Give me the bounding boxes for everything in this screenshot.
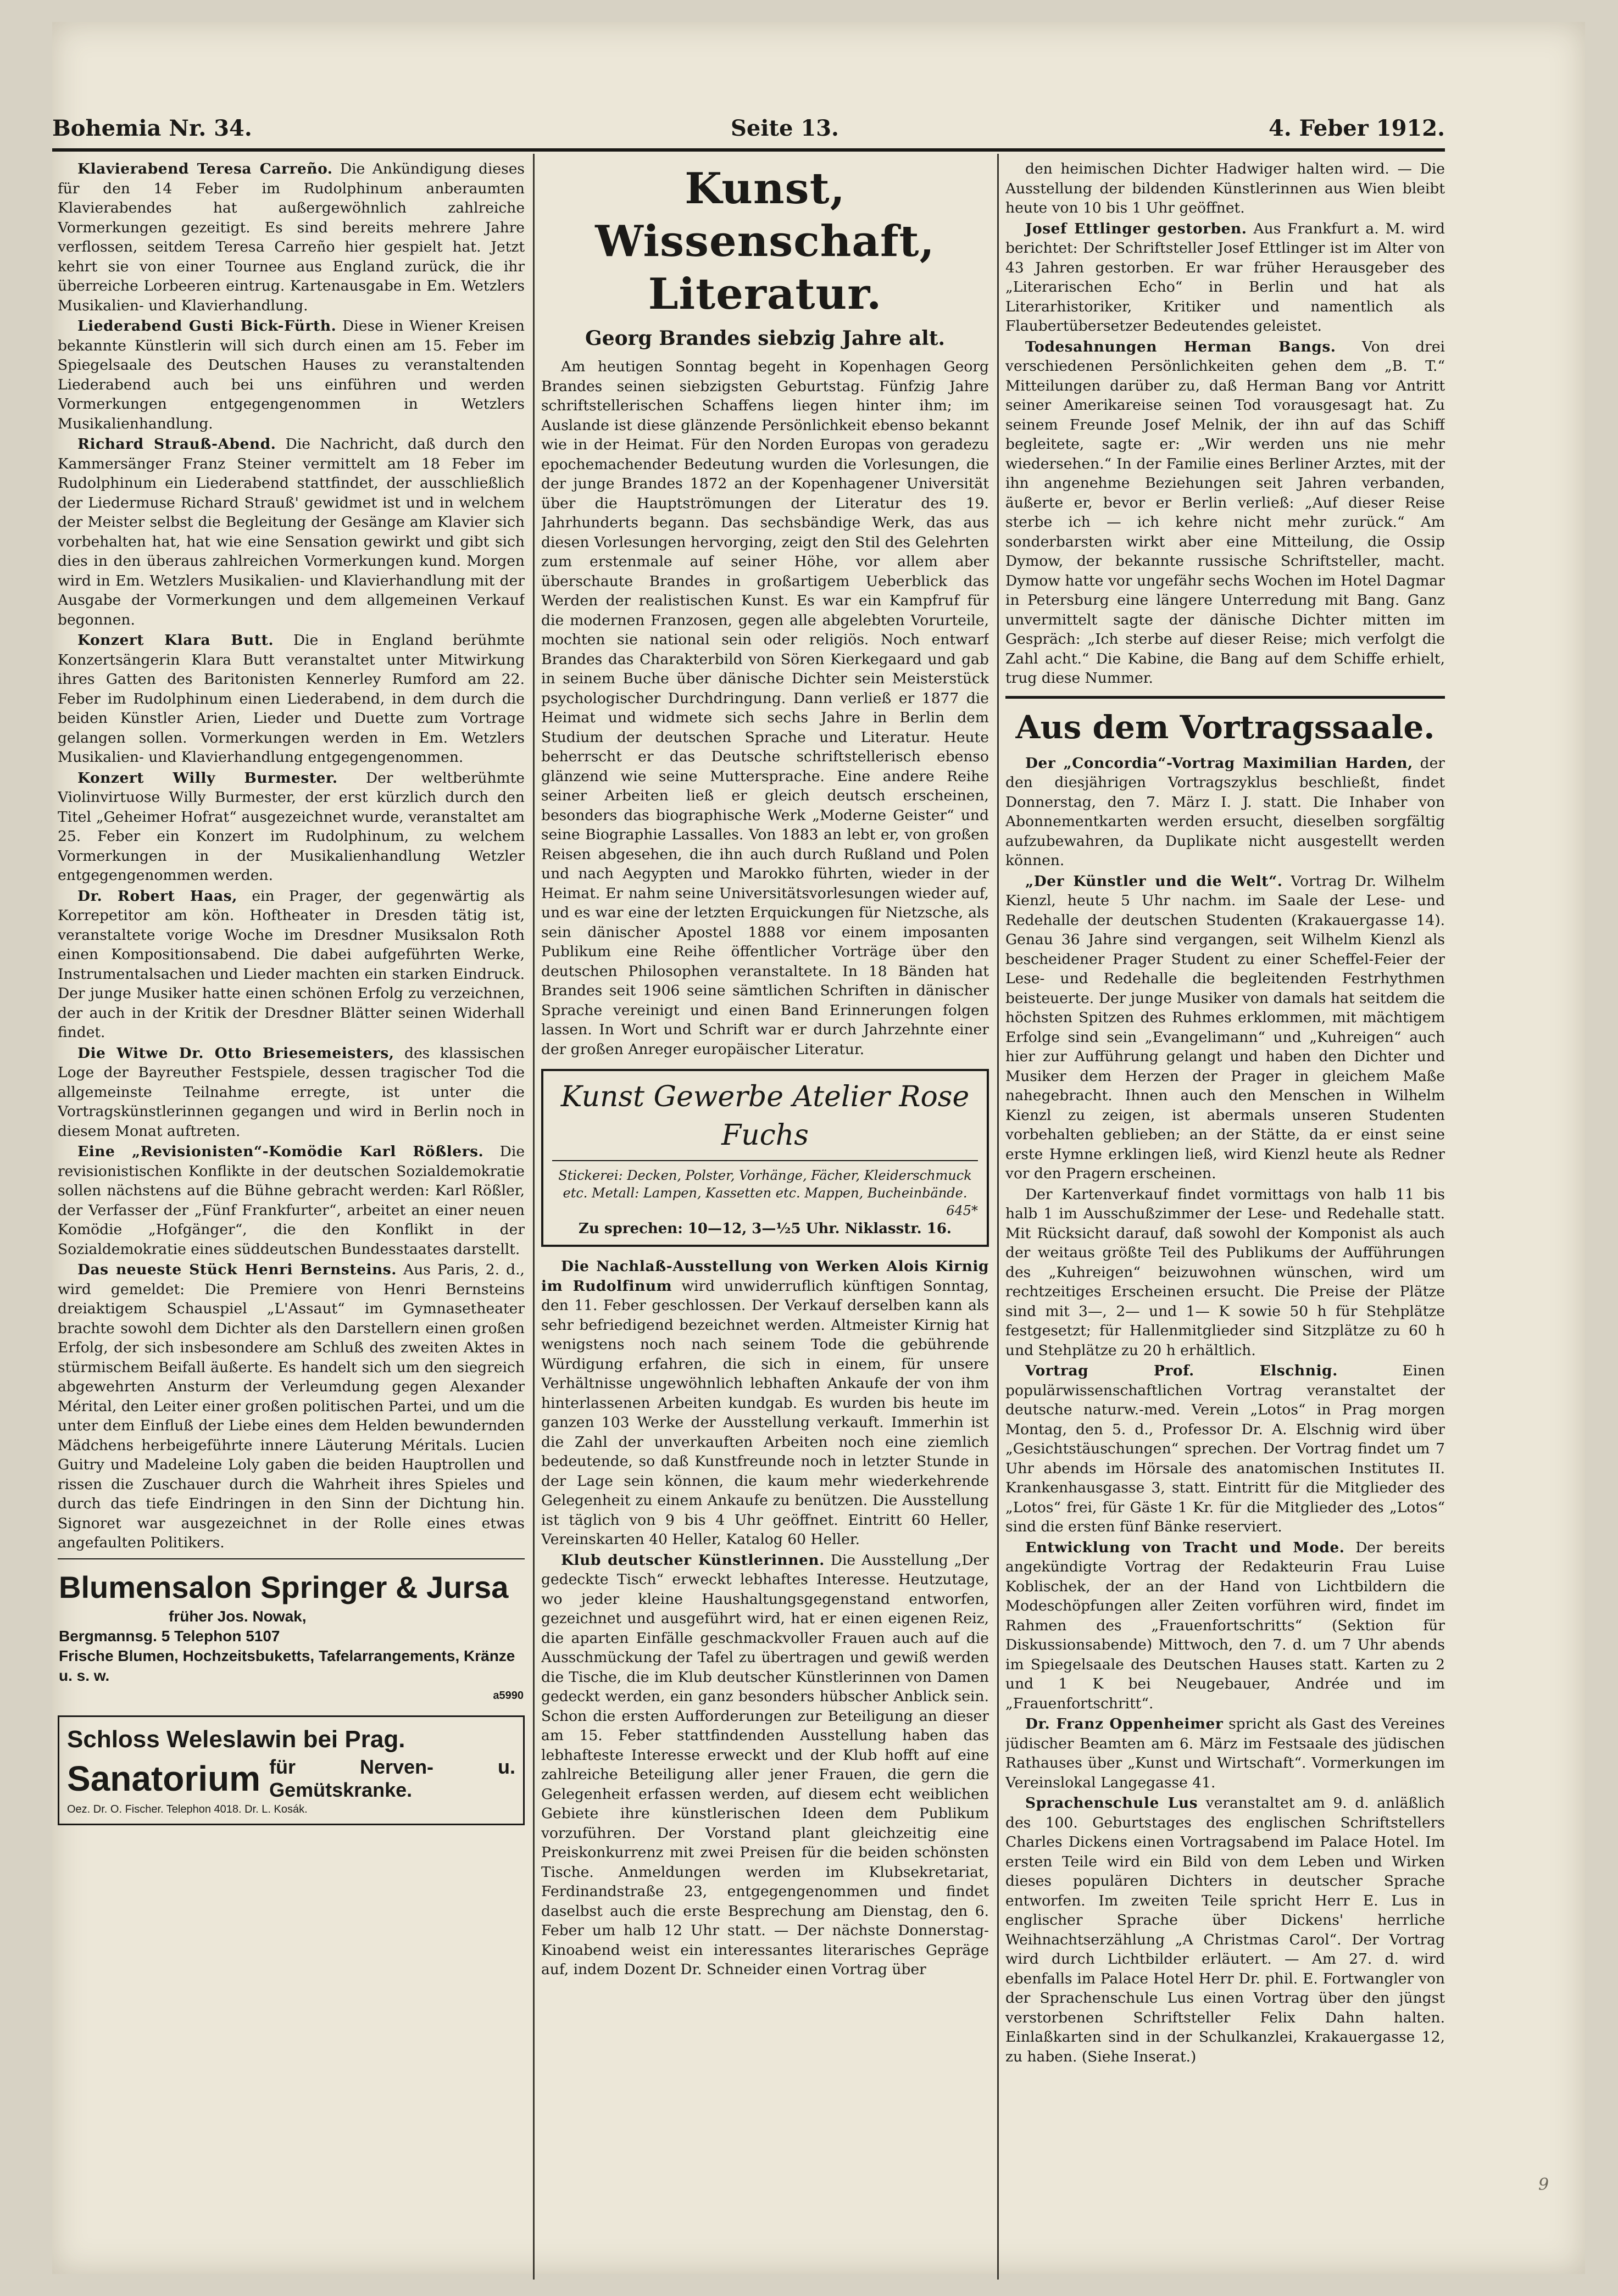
article-headline: Dr. Robert Haas, <box>77 887 237 905</box>
article-paragraph <box>1005 754 1445 871</box>
article-paragraph <box>1005 337 1445 688</box>
ad-blumensalon <box>58 1565 525 1709</box>
article-paragraph <box>58 631 525 767</box>
article-text: der den diesjährigen Vortragszyklus beschließt, findet Donnerstag, den 7. März I. J. statt. Die Inhaber von Abonnementkarten werden ersucht, dieselben sorgfältig aufzubewahren, da Duplikate nicht ausgestellt werden können. <box>1005 754 1445 869</box>
column-right-lecture-notices <box>1005 754 1445 2067</box>
article-paragraph <box>58 1142 525 1259</box>
article-paragraph <box>1005 159 1445 218</box>
article-headline: Sprachenschule Lus <box>1025 1795 1198 1812</box>
header-date: 4. Feber 1912. <box>1268 115 1445 141</box>
ad-headline: Sanatorium <box>67 1758 261 1798</box>
article-headline: Die Nachlaß-Ausstellung von Werken Alois Kirnig im Rudolfinum <box>541 1258 989 1295</box>
column-middle <box>541 159 989 2285</box>
article-text: Aus Frankfurt a. M. wird berichtet: Der Schriftsteller Josef Ettlinger ist im Alter von 43 Jahren gestorben. Er war früher Herausgeber des „Literarischen Echo“ in Berlin und hat als Literarhistoriker, Kritiker und namentlich als Flaubertübersetzer Bedeutendes geleistet. <box>1005 220 1445 335</box>
ad-line: Stickerei: Decken, Polster, Vorhänge, Fächer, Kleiderschmuck etc. Metall: Lampen, Kassetten etc. Mappen, Bucheinbände. <box>558 1168 972 1201</box>
ad-code: a5990 <box>493 1689 524 1702</box>
article-paragraph <box>58 159 525 315</box>
article-headline: Klub deutscher Künstlerinnen. <box>561 1551 825 1569</box>
ad-line: Zu sprechen: 10—12, 3—½5 Uhr. Niklasstr. 16. <box>579 1221 952 1237</box>
article-paragraph <box>1005 1361 1445 1537</box>
article-headline: Liederabend Gusti Bick-Fürth. <box>77 317 337 335</box>
article-paragraph <box>1005 1714 1445 1792</box>
article-headline: Das neueste Stück Henri Bernsteins. <box>77 1261 397 1278</box>
ad-footer: Oez. Dr. O. Fischer. Telephon 4018. Dr. L. Kosák. <box>67 1803 308 1815</box>
ad-line: früher Jos. Nowak, <box>169 1607 307 1625</box>
ad-code: 645* <box>946 1203 978 1218</box>
article-headline: Todesahnungen Herman Bangs. <box>1025 338 1336 355</box>
rule <box>58 1558 525 1559</box>
column-divider <box>997 154 999 2280</box>
ad-line: Frische Blumen, Hochzeitsbuketts, Tafelarrangements, Kränze u. s. w. <box>59 1647 515 1684</box>
article-text: ein Prager, der gegenwärtig als Korrepetitor am kön. Hoftheater in Dresden tätig ist, veranstaltete vorige Woche im Dresdner Musiksalon Roth einen Kompositionsabend. Die dabei aufgeführten Werke, Instrumentalsachen und Lieder machten ein starken Eindruck. Der junge Musiker hatte einen schönen Erfolg zu verzeichnen, der auch in der Kritik der Dresdner Blätter seinen Widerhall findet. <box>58 887 525 1041</box>
article-paragraph <box>1005 1185 1445 1361</box>
ad-subline: für Nerven- u. Gemütskranke. <box>269 1755 515 1801</box>
article-text: Der weltberühmte Violinvirtuose Willy Burmester, der erst kürzlich durch den Titel „Geheimer Hofrat“ ausgezeichnet wurde, veranstaltet am 25. Feber ein Konzert im Rudolphinum, zu welchem Vormerkungen in der Musikalienhandlung Wetzler entgegengenommen werden. <box>58 769 525 884</box>
page-mark: 9 <box>1538 2175 1549 2194</box>
section-masthead: Kunst, Wissenschaft, Literatur. <box>595 164 935 319</box>
article-body: Am heutigen Sonntag begeht in Kopenhagen Georg Brandes seinen siebzigsten Geburtstag. Fünfzig Jahre schriftstellerischen Schaffens liegen hinter ihm; im Auslande ist diese glänzende Persönlichkeit ebenso bekannt wie in der Heimat. Für den Norden Europas von geradezu epochemachender Bedeutung wurden die Vorlesungen, die der junge Brandes 1872 an der Kopenhagener Universität über die Hauptströmungen der Literatur des 19. Jahrhunderts begann. Das sechsbändige Werk, das aus diesen Vorlesungen hervorging, zeigt den Stil des Gelehrten zum erstenmale auf seiner Höhe, vor allem aber überschaute Brandes in großartigem Ueberblick das Werden der realistischen Kunst. Es war ein Kampfruf für die modernen Franzosen, gegen alle abgelebten Vorurteile, mochten sie national sein oder religiös. Noch entwarf Brandes das Charakterbild von Sören Kierkegaard und gab in seinem Buche über dänische Dichter sein Meisterstück psychologischer Durchdringung. Dann verließ er 1877 die Heimat und widmete sich sechs Jahre in Berlin dem Studium der deutschen Sprache und Literatur. Heute beherrscht er das Deutsche schriftstellerisch ebenso glänzend wie seine Muttersprache. Eine andere Reihe seiner Arbeiten ließ er gleich deutsch erscheinen, besonders das biographische Werk „Moderne Geister“ und seine Biographie Lassalles. Von 1883 an lebt er, von großen Reisen abgesehen, die ihn auch durch Rußland und Polen und nach Aegypten und Marokko führten, wieder in der Heimat. Er nahm seine Universitätsvorlesungen wieder auf, und es war eine der letzten Erquickungen für Nietzsche, als sein dänischer Apostel 1888 vor einem imposanten Publikum eine Reihe öffentlicher Vorträge über den deutschen Philosophen veranstaltete. In 18 Bänden hat Brandes seit 1906 seine sämtlichen Schriften in dänischer Sprache vereinigt und einen Band Erinnerungen folgen lassen. In Wort und Schrift war er durch Jahrzehnte einer der großen Anreger europäischer Literatur. <box>541 358 989 1058</box>
ad-atelier-rose-fuchs <box>541 1069 989 1247</box>
column-middle-articles <box>541 1257 989 1980</box>
article-headline: Der „Concordia“-Vortrag Maximilian Harden, <box>1025 754 1413 772</box>
article-title: Georg Brandes siebzig Jahre alt. <box>585 327 946 350</box>
ad-logo-script: Kunst Gewerbe Atelier Rose Fuchs <box>560 1080 970 1152</box>
article-paragraph <box>541 1257 989 1550</box>
article-headline: Dr. Franz Oppenheimer <box>1025 1715 1224 1732</box>
header-issue: Bohemia Nr. 34. <box>52 115 252 141</box>
article-text: Aus Paris, 2. d., wird gemeldet: Die Premiere von Henri Bernsteins dreiaktigem Schauspiel „L'Assaut“ im Gymnasetheater brachte sowohl dem Dichter als den Darstellern einen großen Erfolg, der sich insbesondere am Schluß des zweiten Aktes in stürmischem Beifall äußerte. Es handelt sich um den siegreich abgewehrten Ansturm der Verleumdung gegen Alexander Mérital, den Leiter einer großen politischen Partei, und um die unter dem Einfluß der Liebe eines dem Helden bewundernden Mädchens herbeigeführte innere Läuterung Méritals. Lucien Guitry und Madeleine Loly gaben die beiden Hauptrollen und rissen die Zuschauer durch die Wahrheit ihres Spieles und durch das tiefe Eindringen in den Sinn der Dichtung hin. Signoret war ausgezeichnet in der Rolle eines etwas angefaulten Politikers. <box>58 1261 525 1551</box>
article-text: Diese in Wiener Kreisen bekannte Künstlerin will sich durch einen am 15. Feber im Spiegelsaale des Deutschen Hauses zu veranstaltenden Liederabend auch bei uns einführen und werden Vormerkungen entgegengenommen in Wetzlers Musikalienhandlung. <box>58 317 525 432</box>
article-headline: Eine „Revisionisten“-Komödie Karl Rößlers. <box>77 1143 484 1160</box>
article-paragraph <box>58 887 525 1043</box>
article-paragraph <box>58 768 525 885</box>
article-paragraph <box>58 316 525 433</box>
article-headline: Konzert Klara Butt. <box>77 632 274 649</box>
article-headline: Konzert Willy Burmester. <box>77 769 338 787</box>
ad-sanatorium <box>58 1715 525 1825</box>
header-rule <box>52 148 1445 152</box>
article-text: Der bereits angekündigte Vortrag der Redakteurin Frau Luise Koblischek, der an der Hand von Lichtbildern die Modeschöpfungen aller Zeiten vorführen wird, findet im Rahmen des „Frauenfortschritts“ (Sektion für Diskussionsabende) Mittwoch, den 7. d. um 7 Uhr abends im Spiegelsaale des Deutschen Hauses statt. Karten zu 2 und 1 K bei Neugebauer, Andrée und im „Frauenfortschritt“. <box>1005 1539 1445 1712</box>
article-text: Die Nachricht, daß durch den Kammersänger Franz Steiner vermittelt am 18 Feber im Rudolphinum ein Liederabend stattfindet, der ausschließlich der Liedermuse Richard Strauß' gewidmet ist und in welchem der Meister selbst die Begleitung der Gesänge am Klavier sich vorbehalten hat, hat wie eine Sensation gewirkt und gibt sich dies in den überaus zahlreichen Vormerkungen kund. Morgen wird in Em. Wetzlers Musikalien- und Klavierhandlung mit der Ausgabe der Vormerkungen und dem allgemeinen Verkauf begonnen. <box>58 436 525 628</box>
section-heading: Aus dem Vortragssaale. <box>1015 708 1435 746</box>
article-headline: Josef Ettlinger gestorben. <box>1025 220 1247 237</box>
column-divider <box>533 154 535 2280</box>
article-text: Die Ankündigung dieses für den 14 Feber im Rudolphinum anberaumten Klavierabendes hat außergewöhnlich zahlreiche Vormerkungen gezeitigt. Es sind bereits mehrere Jahre verflossen, seitdem Teresa Carreño hier gespielt hat. Jetzt kehrt sie von einer Tournee aus England zurück, die ihr überreiche Lorbeeren eintrug. Kartenausgabe in Em. Wetzlers Musikalien- und Klavierhandlung. <box>58 160 525 314</box>
ad-line: Bergmannsg. 5 Telephon 5107 <box>59 1627 280 1645</box>
article-paragraph <box>58 1260 525 1553</box>
article-paragraph <box>1005 872 1445 1184</box>
article-text: Einen populärwissenschaftlichen Vortrag veranstaltet der deutsche naturw.-med. Verein „Lotos“ in Prag morgen Montag, den 5. d., Professor Dr. A. Elschnig wird über „Gesichtstäuschungen“ sprechen. Der Vortrag findet um 7 Uhr abends im Hörsale des anatomischen Institutes II. Krankenhausgasse 3, statt. Eintritt für die Mitglieder des „Lotos“ frei, für Gäste 1 Kr. für die Mitglieder des „Lotos“ sind die ersten fünf Bänke reserviert. <box>1005 1362 1445 1535</box>
article-paragraph <box>1005 1538 1445 1714</box>
article-text: den heimischen Dichter Hadwiger halten wird. — Die Ausstellung der bildenden Künstlerinnen aus Wien bleibt heute von 10 bis 1 Uhr geöffnet. <box>1005 160 1445 216</box>
column-left-articles <box>58 159 525 1553</box>
article-text: Von drei verschiedenen Persönlichkeiten gehen dem „B. T.“ Mitteilungen darüber zu, daß Herman Bang vor Antritt seiner Amerikareise seinen Tod vorausgesagt hat. Zu seinem Freunde Josef Melnik, der ihn auf das Schiff begleitete, sagte er: „Wir werden uns nie mehr wiedersehen.“ In der Familie eines Berliner Arztes, mit der ihn angenehme Beziehungen seit Jahren verbanden, äußerte er, bevor er Berlin verließ: „Auf dieser Reise sterbe ich — ich kehre nicht mehr zurück.“ Am sonderbarsten wirkt aber eine Mitteilung, die Ossip Dymow, der bekannte russische Schriftsteller, macht. Dymow hatte vor ungefähr sechs Wochen im Hotel Dagmar in Petersburg eine längere Unterredung mit Bang. Ganz unvermittelt sagte der dänische Dichter mitten im Gespräch: „Ich sterbe auf dieser Reise; mich verfolgt die Zahl acht.“ Die Kabine, die Bang auf dem Schiffe erhielt, trug diese Nummer. <box>1005 338 1445 687</box>
article-text: veranstaltet am 9. d. anläßlich des 100. Geburtstages des englischen Schriftstellers Charles Dickens einen Vortragsabend im Palace Hotel. Im ersten Teile wird ein Bild von dem Leben und Wirken dieses populären Dichters in deutscher Sprache entworfen. Im zweiten Teile spricht Herr E. Lus in englischer Sprache über Dickens' herrliche Weihnachtserzählung „A Christmas Carol“. Der Vortrag wird durch Lichtbilder erläutert. — Am 27. d. wird ebenfalls im Palace Hotel Herr Dr. phil. E. Fortwangler von der Sprachenschule Lus einen Vortrag über den jüngst verstorbenen Schriftsteller Felix Dahn halten. Einlaßkarten sind in der Schulkanzlei, Krakauergasse 12, zu haben. (Siehe Inserat.) <box>1005 1795 1445 2065</box>
article-paragraph <box>58 1044 525 1141</box>
article-text: Der Kartenverkauf findet vormittags von halb 11 bis halb 1 im Ausschußzimmer der Lese- und Redehalle statt. Mit Rücksicht darauf, daß sowohl der Komponist als auch der weitaus größte Teil des Publikums der Aufführungen des „Kuhreigen“ beizuwohnen wünschen, wird um rechtzeitiges Erscheinen ersucht. Die Preise der Plätze sind mit 3—, 2— und 1— K sowie 50 h für Stehplätze festgesetzt; für Hallenmitglieder sind Sitzplätze zu 60 h und Stehplätze zu 20 h erhältlich. <box>1005 1185 1445 1359</box>
ad-title: Blumensalon Springer & Jursa <box>59 1569 509 1604</box>
article-headline: Entwicklung von Tracht und Mode. <box>1025 1539 1345 1556</box>
article-text: Vortrag Dr. Wilhelm Kienzl, heute 5 Uhr nachm. im Saale der Lese- und Redehalle der deutschen Studenten (Krakauergasse 14). Genau 36 Jahre sind vergangen, seit Wilhelm Kienzl als bescheidener Prager Student zu einer Scheffel-Feier der Lese- und Redehalle die begleitenden Festrhythmen beisteuerte. Der junge Musiker von damals hat seitdem die höchsten Spitzen des Ruhmes erklommen, mit mächtigem Erfolge sind sein „Evangelimann“ und „Kuhreigen“ auch hier zur Aufführung gelangt und haben den Dichter und Musiker dem Herzen der Prager in gleichem Maße nahegebracht. Ihnen auch den Menschen in Wilhelm Kienzl zu zeigen, ist abermals unseren Studenten vorbehalten geblieben; an der Stätte, da er einst seine erste Hymne erklingen ließ, wird Kienzl heute als Redner vor den Pragern erscheinen. <box>1005 872 1445 1182</box>
column-right-articles <box>1005 159 1445 688</box>
article-headline: Die Witwe Dr. Otto Briesemeisters, <box>77 1044 394 1062</box>
rule <box>552 1160 978 1161</box>
article-paragraph <box>1005 219 1445 336</box>
article-headline: Klavierabend Teresa Carreño. <box>77 160 333 177</box>
article-paragraph <box>541 1551 989 1980</box>
article-headline: Vortrag Prof. Elschnig. <box>1025 1362 1338 1379</box>
article-paragraph <box>1005 1793 1445 2066</box>
rule <box>1005 696 1445 699</box>
article-text: spricht als Gast des Vereines jüdischer Beamten am 6. März im Festsaale des jüdischen Rathauses über „Kunst und Wirtschaft“. Vormerkungen im Vereinslokal Langegasse 41. <box>1005 1715 1445 1791</box>
article-headline: „Der Künstler und die Welt“. <box>1025 872 1283 890</box>
column-left <box>58 159 525 2285</box>
article-text: Die revisionistischen Konflikte in der deutschen Sozialdemokratie sollen nächstens auf die Bühne gebracht werden: Karl Rößler, der Verfasser der „Fünf Frankfurter“, arbeitet an einer neuen Komödie „Hofgänger“, die den Konflikt in der Sozialdemokratie eines süddeutschen Bundesstaates darstellt. <box>58 1143 525 1258</box>
column-right <box>1005 159 1445 2285</box>
article-headline: Richard Strauß-Abend. <box>77 436 276 453</box>
article-text: Die Ausstellung „Der gedeckte Tisch“ erweckt lebhaftes Interesse. Heutzutage, wo jeder kleine Haushaltungsgegenstand entworfen, gezeichnet und ausgeführt wird, hat er einen eigenen Reiz, die aparten Einfälle geschmackvoller Frauen auch auf die Ausschmückung der Tafel zu übertragen und gewiß werden die Tische, die im Klub deutscher Künstlerinnen von Damen gedeckt werden, ein ganz besonders hübscher Anblick sein. Schon die ersten Aufforderungen zur Beteiligung an dieser am 15. Feber stattfindenden Ausstellung haben das lebhafteste Interesse erweckt und der Klub hofft auf eine zahlreiche Beteiligung aller jener Frauen, die gern die Gelegenheit erfassen werden, auf diesem echt weiblichen Gebiete ihre künstlerischen Ideen dem Publikum vorzuführen. Der Vorstand plant gleichzeitig eine Preiskonkurrenz mit zwei Preisen für die beiden schönsten Tische. Anmeldungen werden im Klubsekretariat, Ferdinandstraße 23, entgegengenommen und findet daselbst auch die erste Besprechung am Dienstag, den 6. Feber um halb 12 Uhr statt. — Der nächste Donnerstag-Kinoabend weist ein interessantes literarisches Gepräge auf, indem Dozent Dr. Schneider einen Vortrag über <box>541 1551 989 1978</box>
header-page-number: Seite 13. <box>731 115 839 141</box>
article-text: des klassischen Loge der Bayreuther Festspiele, dessen tragischer Tod die allgemeinste Teilnahme erregte, ist unter die Vortragskünstlerinnen gegangen und wird in Berlin noch in diesem Monat auftreten. <box>58 1044 525 1140</box>
article-text: Die in England berühmte Konzertsängerin Klara Butt veranstaltet unter Mitwirkung ihres Gatten des Baritonisten Kennerley Rumford am 22. Feber im Rudolphinum einen Liederabend, in dem durch die beiden Künstler Arien, Lieder und Duette zum Vortrage gelangen sollen. Vormerkungen werden in Em. Wetzlers Musikalien- und Klavierhandlung entgegengenommen. <box>58 632 525 766</box>
ad-title: Schloss Weleslawin bei Prag. <box>67 1725 405 1753</box>
article-paragraph <box>58 434 525 629</box>
article-text: wird unwiderruflich künftigen Sonntag, den 11. Feber geschlossen. Der Verkauf derselben kann als sehr befriedigend bezeichnet werden. Altmeister Kirnig hat wenigstens noch nach seinem Tode die gebührende Würdigung erfahren, die sich in einem, für unsere Verhältnisse ungewöhnlich lebhaften Ankaufe der von ihm hinterlassenen Arbeiten kundgab. Es wurden bis heute im ganzen 103 Werke der Ausstellung verkauft. Immerhin ist die Zahl der unverkauften Arbeiten noch eine ziemlich bedeutende, so daß Kunstfreunde noch in letzter Stunde in der Lage sein können, die kaum mehr wiederkehrende Gelegenheit zu einem Ankaufe zu benützen. Die Ausstellung ist täglich von 9 bis 4 Uhr geöffnet. Eintritt 60 Heller, Vereinskarten 40 Heller, Katalog 60 Heller. <box>541 1277 989 1548</box>
